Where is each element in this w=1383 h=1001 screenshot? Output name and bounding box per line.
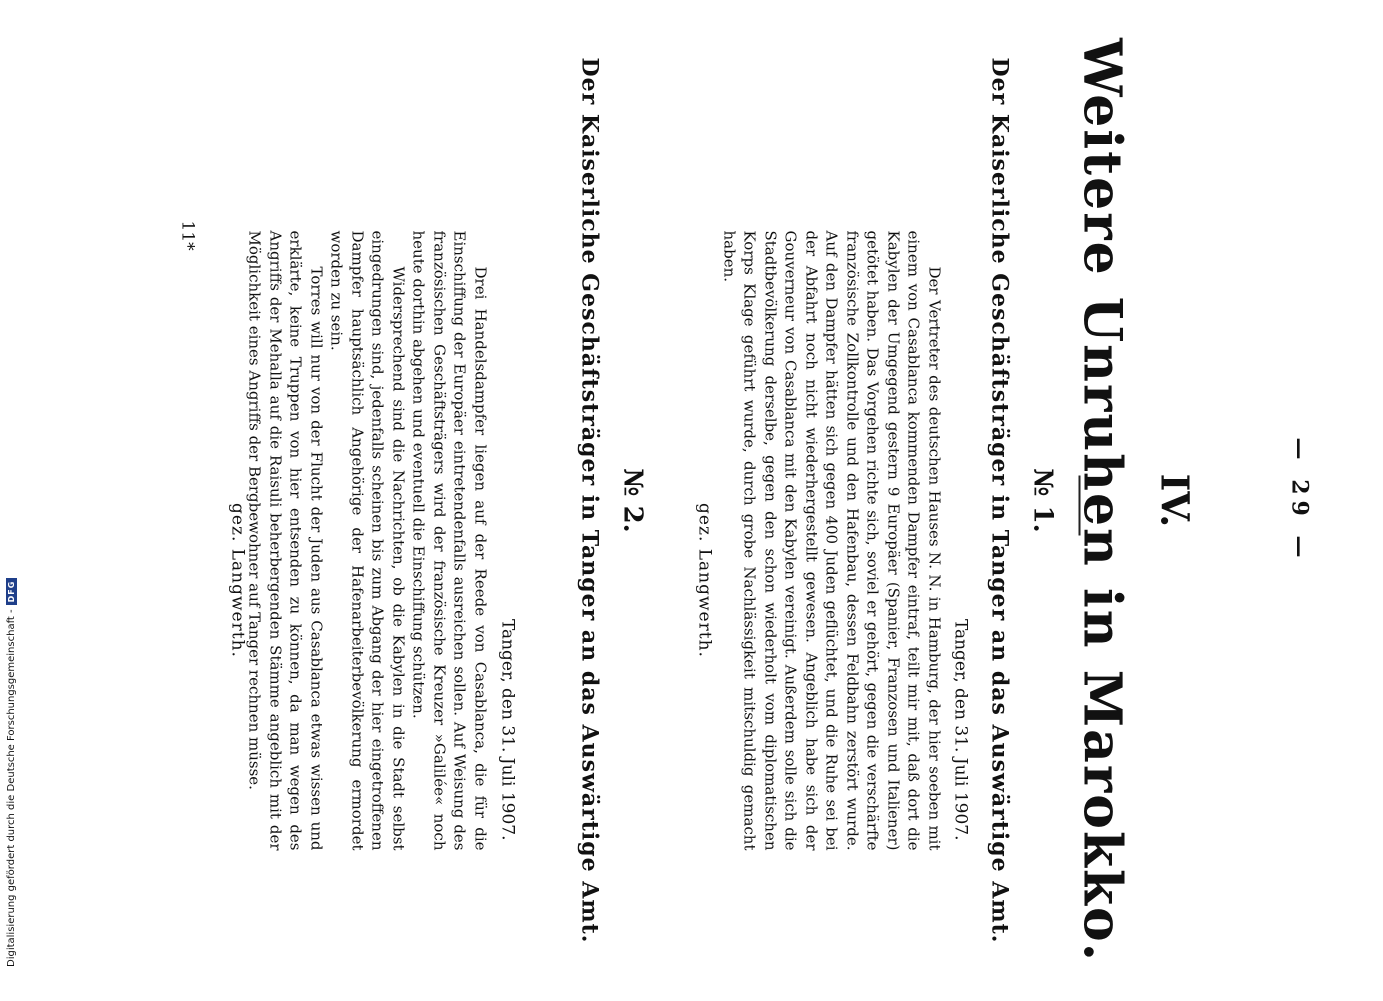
document-2-dateline: Tanger, den 31. Juli 1907.	[497, 618, 518, 841]
chapter-title: Weitere Unruhen in Marokko.	[1071, 38, 1133, 963]
document-1-number: № 1.	[1027, 468, 1058, 533]
document-2-paragraph-2: Widersprechend sind die Nachrichten, ob die Kabylen in die Stadt selbst eingedrungen sind, jedenfalls scheinen bis zum Abgang der hier eingetroffenen Dampfer hauptsächlich Angehörige der Hafenarbeiterbevölkerung ermordet worden zu sein.	[328, 230, 408, 851]
title-divider	[1079, 476, 1081, 536]
document-1-heading: Der Kaiserliche Geschäftsträger in Tanger an das Auswärtige Amt.	[986, 57, 1013, 944]
document-1-signature: gez. Langwerth.	[694, 503, 715, 658]
document-2-heading: Der Kaiserliche Geschäftsträger in Tanger an das Auswärtige Amt.	[576, 57, 603, 944]
document-1-paragraph: Der Vertreter des deutschen Hauses N. N. in Hamburg, der hier soeben mit einem von Casablanca kommenden Dampfer eintraf, teilt mir mit, daß dort die Kabylen der Umgegend gestern 9 Europäer (Spanier, Franzosen und Italiener) getötet haben. Das Vorgehen richte sich, soviel er gehört, gegen die verschärfte französische Zollkontrolle und den Hafenbau, dessen Feldbahn zerstört wurde. Auf den Dampfer hätten sich gegen 400 Juden geflüchtet, und die Ruhe sei bei der Abfahrt noch nicht wiederhergestellt gewesen. Angeblich habe sich der Gouverneur von Casablanca mit den Kabylen vereinigt. Außerdem solle sich die Stadtbevölkerung derselbe, gegen den schon wiederholt vom diplomatischen Korps Klage geführt wurde, durch grobe Nachlässigkeit mitschuldig gemacht haben.	[720, 230, 944, 851]
document-2-paragraph-3: Torres will nur von der Flucht der Juden aus Casablanca etwas wissen und erklärte, keine Truppen von hier entsenden zu können, da man wegen des Angriffs der Mehalla auf die Raisuli beherbergenden Stämme angeblich mit der Möglichkeit eines Angriffs der Bergbewohner auf Tanger rechnen müsse.	[246, 230, 326, 851]
document-2-signature: gez. Langwerth.	[227, 503, 248, 658]
document-2-number: № 2.	[617, 468, 648, 533]
document-2-paragraph-1: Drei Handelsdampfer liegen auf der Reede von Casablanca, die für die Einschiffung der Europäer eintretendenfalls ausreichen sollen. Auf Weisung des französischen Geschäftsträgers wird der französische Kreuzer »Galilée« noch heute dorthin abgehen und eventuell die Einschiffung schützen.	[410, 230, 490, 851]
credit-text: Digitalisierung gefördert durch die Deutsche Forschungsgemeinschaft -	[6, 609, 17, 967]
rotated-document-page	[0, 1, 1383, 1001]
chapter-numeral: IV.	[1152, 473, 1198, 528]
sheet-mark: 11*	[177, 220, 198, 251]
document-1-body	[719, 231, 945, 851]
digitization-credit	[6, 578, 17, 967]
document-1-dateline: Tanger, den 31. Juli 1907.	[950, 618, 971, 841]
document-2-body	[245, 231, 491, 851]
page-number: — 29 —	[1286, 437, 1313, 564]
dfg-logo: DFG	[6, 578, 17, 606]
